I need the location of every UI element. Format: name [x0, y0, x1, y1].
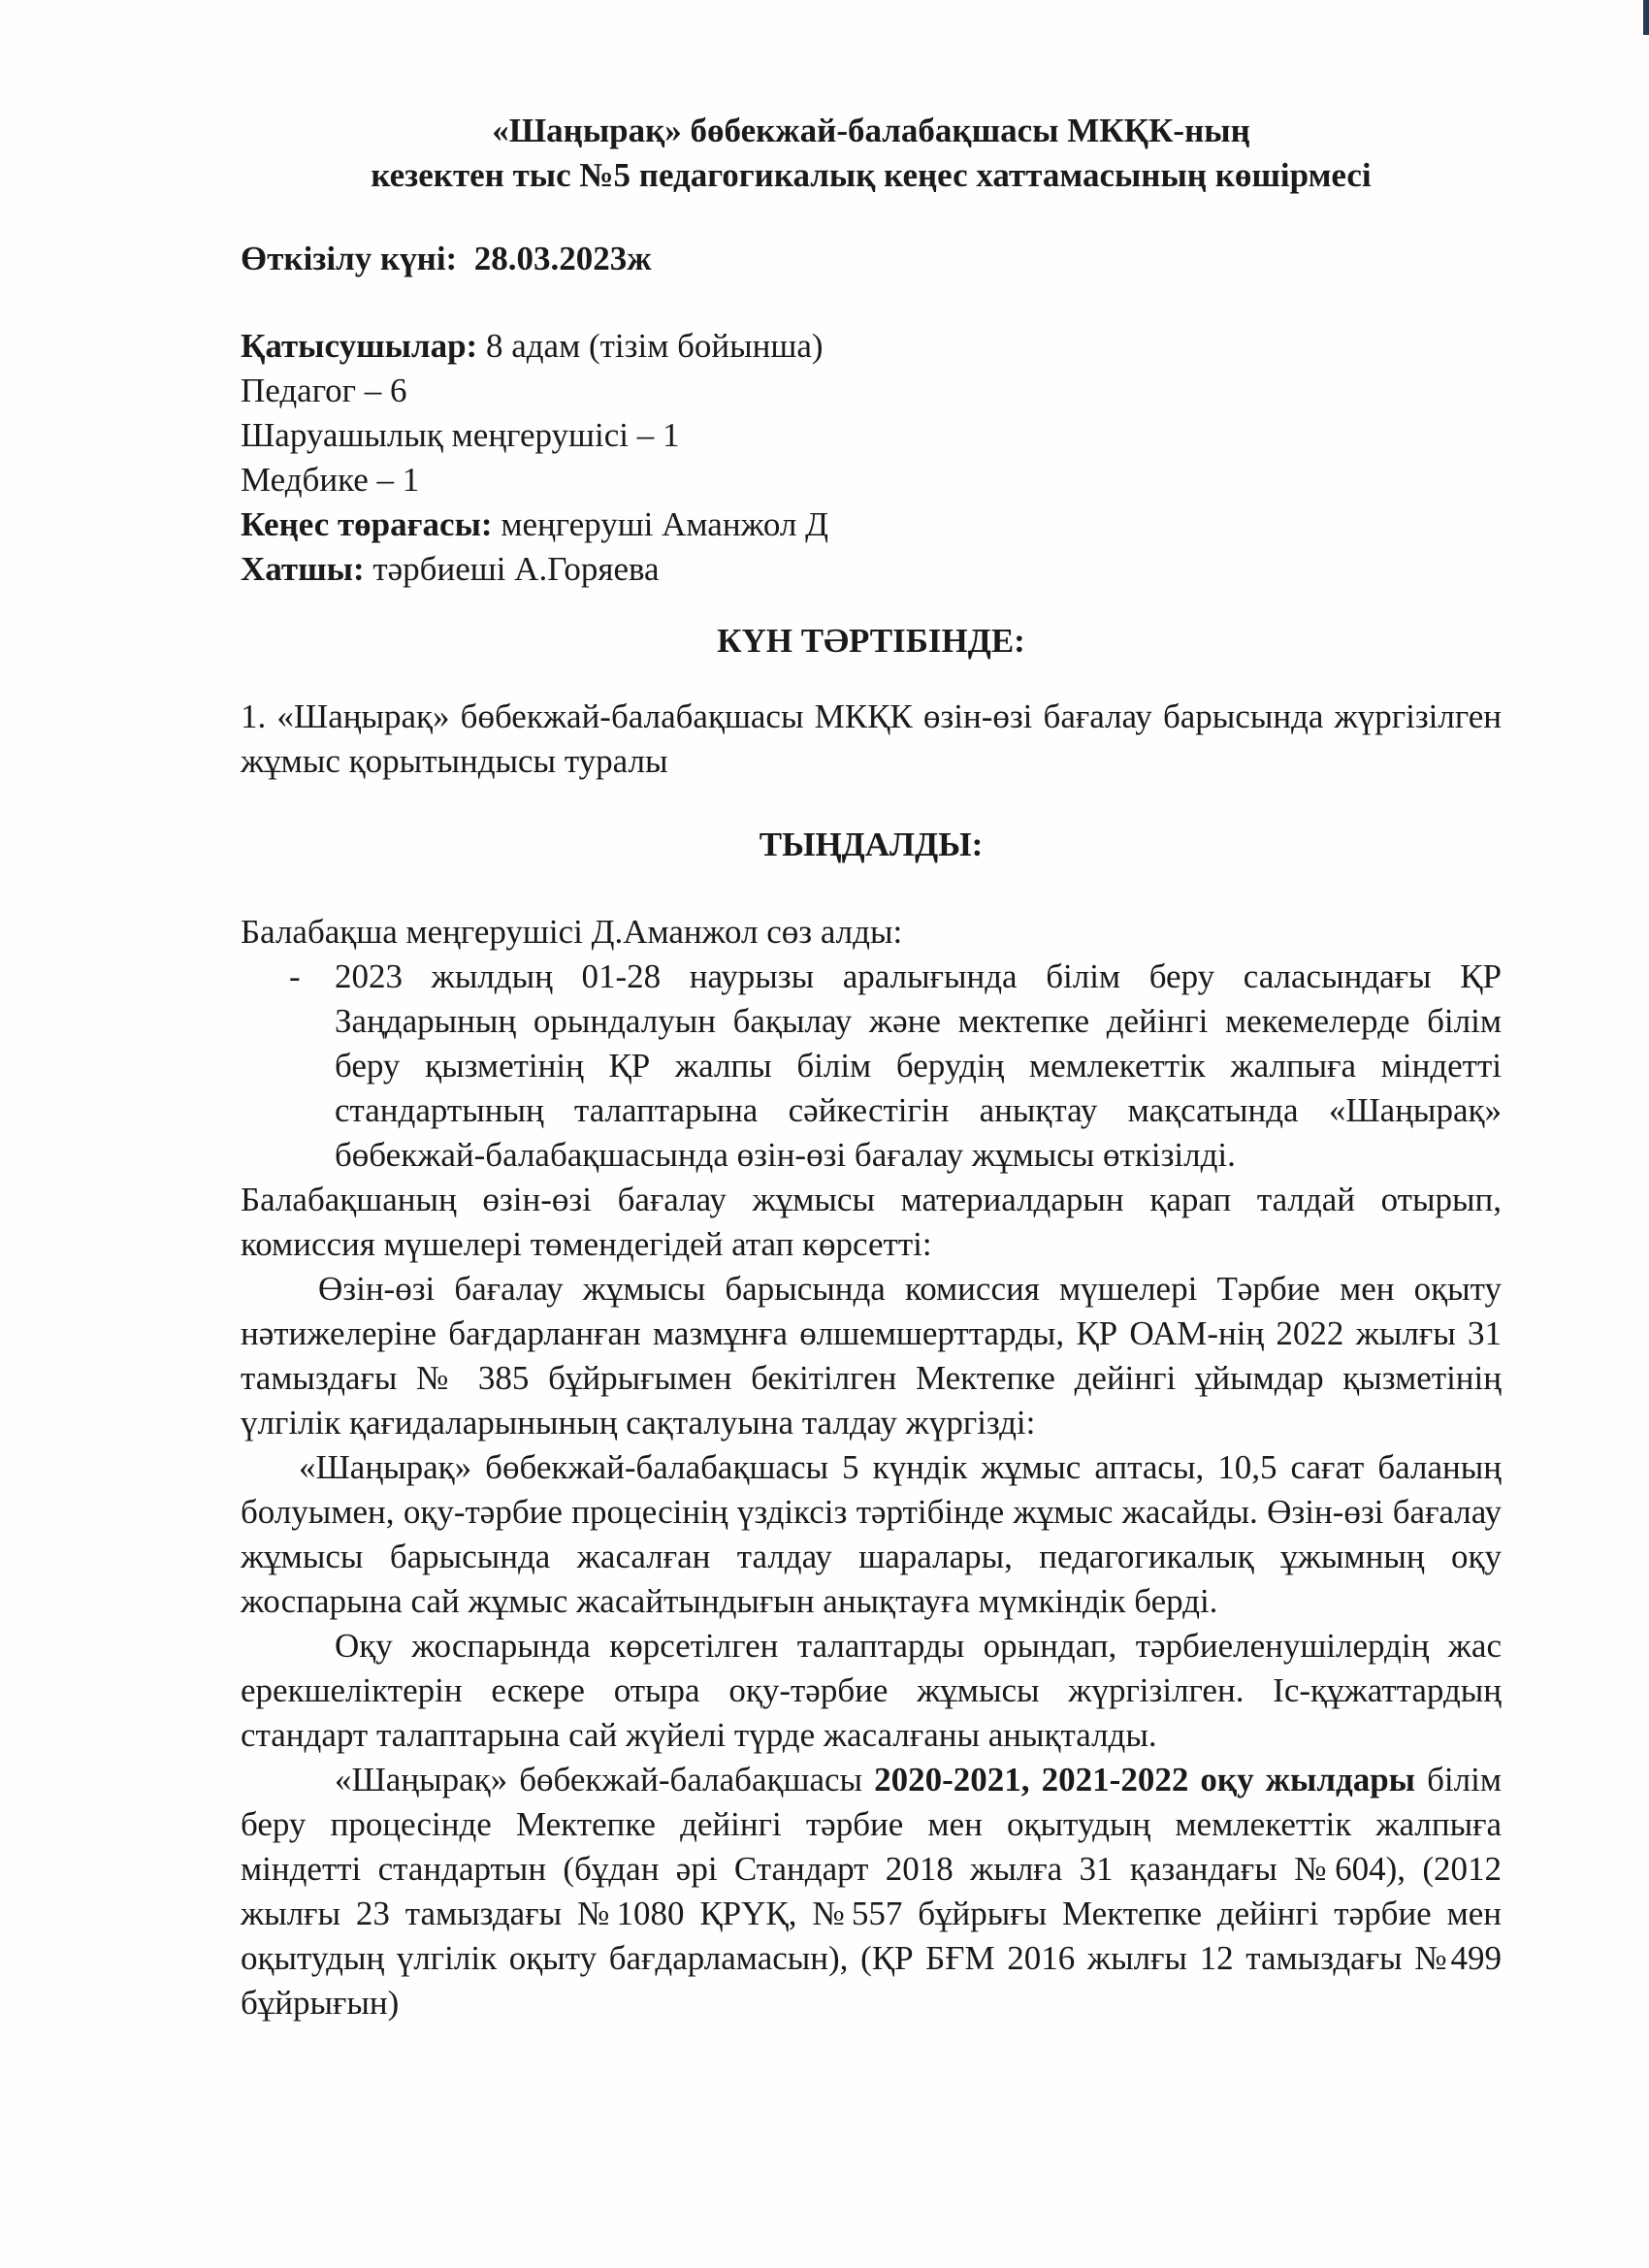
- participants-label: Қатысушылар:: [241, 327, 478, 365]
- paragraph-4: Оқу жоспарында көрсетілген талаптарды орындап, тәрбиеленушілердің жас ерекшеліктерін ескере отыра оқу-тәрбие жұмысы жүргізілген. Іс-құжаттардың стандарт талаптарына сай жүйелі түрде жасалғаны анықталды.: [241, 1627, 1502, 1754]
- secretary-value: тәрбиеші А.Горяева: [364, 550, 660, 588]
- document-title: [241, 109, 1502, 198]
- meeting-date: [241, 237, 1502, 281]
- participant-household-manager: Шаруашылық меңгерушісі – 1: [241, 416, 680, 454]
- paragraph-5-rest: білім беру процесінде Мектепке дейінгі тәрбие мен оқытудың мемлекеттік жалпыға міндетті стандартын (бұдан әрі Стандарт 2018 жылға 31 қазандағы №604), (2012 жылғы 23 тамыздағы №1080 ҚРҮҚ, №557 бұйрығы Мектепке дейінгі тәрбие мен оқытудың үлгілік оқыту бағдарламасын), (ҚР БҒМ 2016 жылғы 12 тамыздағы №499 бұйрығын): [241, 1761, 1502, 2022]
- title-line-2: кезектен тыс №5 педагогикалық кеңес хаттамасының көшірмесі: [371, 156, 1372, 194]
- scan-edge-mark: [1643, 0, 1649, 35]
- participants-block: [241, 324, 1502, 592]
- chair-value: меңгеруші Аманжол Д: [492, 505, 829, 543]
- document-body: [241, 109, 1502, 2025]
- speaker-line: Балабақша меңгерушісі Д.Аманжол сөз алды:: [241, 913, 903, 951]
- paragraph-5-bold: 2020-2021, 2021-2022 оқу жылдары: [874, 1761, 1416, 1798]
- participants-line: [241, 324, 1502, 369]
- chair-line: [241, 502, 1502, 547]
- participants-value: 8 адам (тізім бойынша): [477, 327, 824, 365]
- agenda-item-1: 1. «Шаңырақ» бөбекжай-балабақшасы МКҚК өзін-өзі бағалау барысында жүргізілген жұмыс қорытындысы туралы: [241, 697, 1502, 780]
- paragraph-5: [241, 1758, 1502, 2025]
- participant-teachers: Педагог – 6: [241, 372, 407, 409]
- bullet-text: 2023 жылдың 01-28 наурызы аралығында білім беру саласындағы ҚР Заңдарының орындалуын бақылау және мектепке дейінгі мекемелерде білім беру қызметінің ҚР жалпы білім берудің мемлекеттік жалпыға міндетті стандартының талаптарына сәйкестігін анықтау мақсатында «Шаңырақ» бөбекжай-балабақшасында өзін-өзі бағалау жұмысы өткізілді.: [335, 957, 1502, 1174]
- participant-nurse: Медбике – 1: [241, 461, 420, 499]
- date-label: Өткізілу күні:: [241, 240, 458, 277]
- paragraph-1: Балабақшаның өзін-өзі бағалау жұмысы материалдарын қарап талдай отырып, комиссия мүшелері төмендегідей атап көрсетті:: [241, 1181, 1502, 1263]
- agenda-heading: КҮН ТӘРТІБІНДЕ:: [717, 622, 1025, 660]
- date-value: 28.03.2023ж: [473, 240, 652, 277]
- secretary-line: [241, 547, 1502, 592]
- heard-heading: ТЫҢДАЛДЫ:: [759, 826, 984, 863]
- bullet-dash: -: [289, 957, 301, 995]
- paragraph-3: «Шаңырақ» бөбекжай-балабақшасы 5 күндік жұмыс аптасы, 10,5 сағат баланың болуымен, оқу-тәрбие процесінің үздіксіз тәртібінде жұмыс жасайды. Өзін-өзі бағалау жұмысы барысында жасалған талдау шаралары, педагогикалық ұжымның оқу жоспарына сай жұмыс жасайтындығын анықтауға мүмкіндік берді.: [241, 1448, 1502, 1620]
- secretary-label: Хатшы:: [241, 550, 365, 588]
- title-line-1: «Шаңырақ» бөбекжай-балабақшасы МКҚК-ның: [492, 112, 1250, 149]
- chair-label: Кеңес төрағасы:: [241, 505, 493, 543]
- bullet-item: [241, 955, 1502, 1178]
- paragraph-2: Өзін-өзі бағалау жұмысы барысында комиссия мүшелері Тәрбие мен оқыту нәтижелеріне бағдарланған мазмұнға өлшемшерттарды, ҚР ОАМ-нің 2022 жылғы 31 тамыздағы № 385 бұйрығымен бекітілген Мектепке дейінгі ұйымдар қызметінің үлгілік қағидаларынының сақталуына талдау жүргізді:: [241, 1270, 1502, 1442]
- paragraph-5-start: «Шаңырақ» бөбекжай-балабақшасы: [335, 1761, 875, 1798]
